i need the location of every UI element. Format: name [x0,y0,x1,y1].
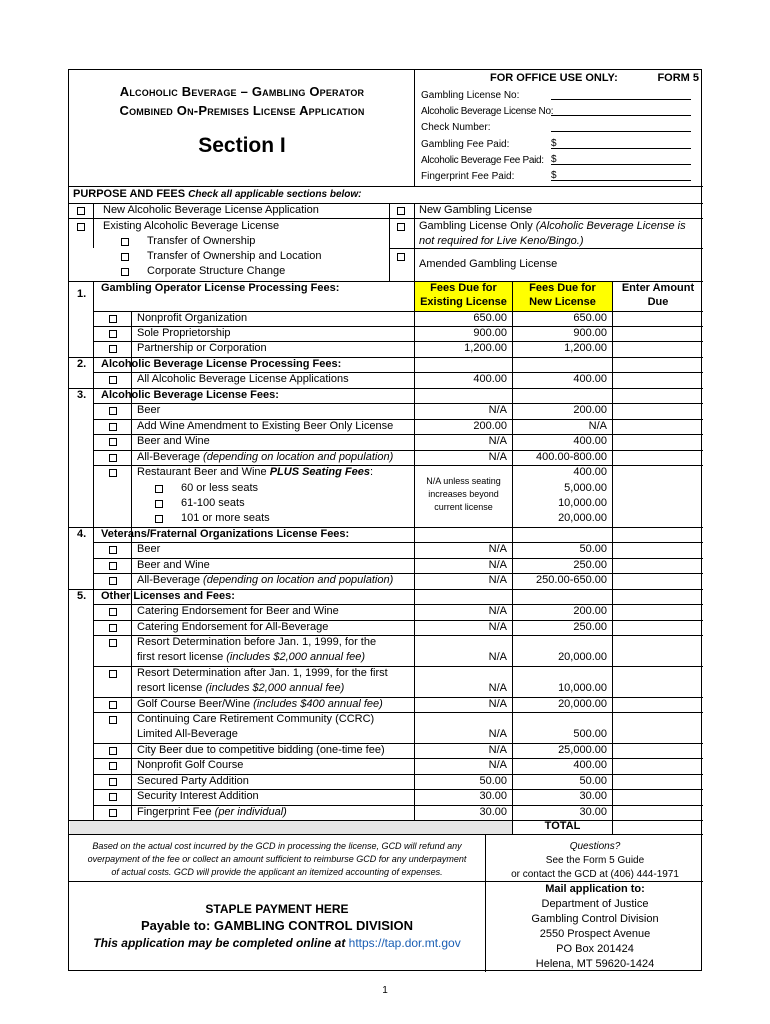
fee-row-label: resort license (includes $2,000 annual fee) [137,682,345,694]
divider [69,881,703,882]
fee-new: 30.00 [579,790,607,802]
fee-new: 50.00 [579,543,607,555]
mail-line: Gambling Control Division [531,913,659,925]
fee-row-label: Continuing Care Retirement Community (CCRC) [137,713,375,725]
checkbox-golf-course-beer-wine[interactable] [109,701,117,709]
fee-row-label: Resort Determination before Jan. 1, 1999, for the [137,636,377,648]
office-field-label: Gambling Fee Paid: [421,139,510,150]
refund-note-line: overpayment of the fee or collect an amount sufficient to reimburse GCD for any underpayment [87,854,467,864]
fee-row-label: All-Beverage (depending on location and population) [137,451,394,463]
checkbox-101-or-more-seats[interactable] [155,515,163,523]
section-heading: Gambling Operator License Processing Fees: [101,282,340,294]
total-amount-field[interactable] [613,821,702,834]
mail-line: Helena, MT 59620-1424 [535,958,655,970]
fee-existing: N/A [488,698,507,710]
mail-line: 2550 Prospect Avenue [539,928,651,940]
page-number: 1 [382,985,388,996]
purpose-option-label: Existing Alcoholic Beverage License [103,220,280,232]
divider [93,542,703,543]
divider [414,203,415,281]
office-use-label: FOR OFFICE USE ONLY: [490,72,618,84]
fee-new: N/A [588,420,607,432]
fee-row-label: All Alcoholic Beverage License Applications [137,373,349,385]
fee-new: 1,200.00 [564,342,607,354]
checkbox-vet-beer[interactable] [109,546,117,554]
fee-row-label: Catering Endorsement for Beer and Wine [137,605,339,617]
fee-row-label: Limited All-Beverage [137,728,238,740]
mail-line: PO Box 201424 [556,943,634,955]
checkbox-corporate-structure-change[interactable] [121,268,129,276]
fee-new: 250.00-650.00 [536,574,607,586]
purpose-option-label: Transfer of Ownership [147,235,256,247]
section-number: 2. [77,358,87,370]
fee-new: 20,000.00 [558,698,607,710]
fee-existing: N/A [488,543,507,555]
form-frame [68,69,702,971]
header-title-block [69,70,415,186]
checkbox-catering-beer-wine[interactable] [109,608,117,616]
divider [389,248,703,249]
fingerprint-fee-paid-field[interactable]: $ [551,170,691,181]
fee-row-label: Security Interest Addition [137,790,259,802]
form-title-line2: Combined On-Premises License Application [119,103,365,118]
section-title: Section I [198,134,286,157]
fee-row-label: Nonprofit Golf Course [137,759,244,771]
section-number: 5. [77,590,87,602]
section-heading: Alcoholic Beverage License Fees: [101,389,279,401]
mail-line: Department of Justice [541,898,649,910]
office-field-label: Gambling License No: [421,90,520,101]
office-field-label: Alcoholic Beverage Fee Paid: [421,155,544,166]
fee-row-label: All-Beverage (depending on location and population) [137,574,394,586]
mail-heading: Mail application to: [545,883,645,895]
divider [485,834,486,972]
fee-new: 650.00 [573,312,607,324]
fee-row-label: Partnership or Corporation [137,342,267,354]
form-number: FORM 5 [657,72,699,84]
checkbox-security-interest-addition[interactable] [109,793,117,801]
checkbox-transfer-ownership[interactable] [121,238,129,246]
na-note: current license [434,502,493,512]
fee-existing: 200.00 [473,420,507,432]
fee-new: 400.00 [573,759,607,771]
checkbox-ccrc[interactable] [109,716,117,724]
form-title-line1: Alcoholic Beverage – Gambling Operator [119,84,365,99]
section-heading: Alcoholic Beverage License Processing Fees: [101,358,342,370]
divider [93,203,94,248]
fee-row-label: Nonprofit Organization [137,312,248,324]
fee-existing: N/A [488,621,507,633]
refund-note [69,840,485,879]
fee-new: 500.00 [573,728,607,740]
checkbox-restaurant-beer-wine[interactable] [109,469,117,477]
fee-new: 400.00 [573,373,607,385]
alcohol-fee-paid-field[interactable]: $ [551,154,691,165]
total-row-band [70,821,512,834]
col-header-existing: Fees Due for [430,282,497,294]
fee-existing: 1,200.00 [464,342,507,354]
fee-existing: 50.00 [479,775,507,787]
checkbox-all-alcohol-applications[interactable] [109,376,117,384]
divider [389,203,390,281]
checkbox-catering-all-beverage[interactable] [109,624,117,632]
fee-existing: N/A [488,728,507,740]
purpose-option-label: New Alcoholic Beverage License Application [103,204,319,216]
fee-new: 400.00-800.00 [536,451,607,463]
questions-contact: or contact the GCD at (406) 444-1971 [511,869,679,880]
questions-block [487,840,703,882]
checkbox-nonprofit-golf-course[interactable] [109,762,117,770]
payable-to: Payable to: GAMBLING CONTROL DIVISION [140,918,414,933]
fee-row-label: Resort Determination after Jan. 1, 1999, for the first [137,667,388,679]
checkbox-resort-before-1999[interactable] [109,639,117,647]
fee-new: 400.00 [573,466,607,478]
checkbox-new-alcohol-app[interactable] [77,207,85,215]
fee-row-label: Beer and Wine [137,559,210,571]
fee-new: 900.00 [573,327,607,339]
purpose-option-label: Transfer of Ownership and Location [147,250,322,262]
gambling-license-no-field[interactable] [551,89,691,100]
office-field-label: Alcoholic Beverage License No: [421,106,554,117]
checkbox-beer-and-wine[interactable] [109,438,117,446]
checkbox-nonprofit-organization[interactable] [109,315,117,323]
section-number: 3. [77,389,87,401]
checkbox-all-beverage[interactable] [109,454,117,462]
col-header-amount: Enter Amount [621,282,695,294]
purpose-option-label: Gambling License Only (Alcoholic Beverage License is [419,220,686,232]
fee-existing: N/A [488,451,507,463]
fee-existing: N/A [488,574,507,586]
col-header-existing: Existing License [420,296,507,308]
tap-link[interactable]: https://tap.dor.mt.gov [348,936,461,950]
checkbox-wine-amendment[interactable] [109,423,117,431]
total-label: TOTAL [544,820,581,832]
section-heading: Veterans/Fraternal Organizations License Fees: [101,528,350,540]
fee-row-label: Restaurant Beer and Wine PLUS Seating Fees: [137,466,374,478]
checkbox-fingerprint-fee[interactable] [109,809,117,817]
fee-row-label: Beer [137,543,161,555]
fee-existing: N/A [488,744,507,756]
divider [69,834,703,835]
questions-heading: Questions? [569,841,621,852]
fee-new: 10,000.00 [558,497,607,509]
purpose-option-label: New Gambling License [419,204,533,216]
section-heading: Other Licenses and Fees: [101,590,235,602]
office-use-block [415,70,703,186]
questions-guide: See the Form 5 Guide [545,855,645,866]
fee-row-label: 101 or more seats [181,512,270,524]
col-header-new: New License [529,296,596,308]
checkbox-beer[interactable] [109,407,117,415]
checkbox-resort-after-1999[interactable] [109,670,117,678]
fee-existing: 30.00 [479,806,507,818]
office-field-label: Check Number: [421,122,491,133]
fee-new: 250.00 [573,621,607,633]
fee-row-label: Add Wine Amendment to Existing Beer Only License [137,420,394,432]
fee-new: 250.00 [573,559,607,571]
checkbox-gambling-license-only[interactable] [397,223,405,231]
fee-new: 20,000.00 [558,512,607,524]
divider [69,186,703,187]
checkbox-vet-beer-wine[interactable] [109,562,117,570]
checkbox-sole-proprietorship[interactable] [109,330,117,338]
checkbox-transfer-ownership-location[interactable] [121,253,129,261]
fee-new: 200.00 [573,605,607,617]
fee-row-label: Fingerprint Fee (per individual) [137,806,287,818]
fee-existing: N/A [488,435,507,447]
fee-row-label: first resort license (includes $2,000 annual fee) [137,651,366,663]
purpose-option-note: not required for Live Keno/Bingo.) [419,235,584,247]
checkbox-61-100-seats[interactable] [155,500,163,508]
refund-note-line: of actual costs. GCD will provide the applicant an itemized accounting of expenses. [111,867,443,877]
fee-row-label: 61-100 seats [181,497,245,509]
fee-new: 10,000.00 [558,682,607,694]
col-header-new: Fees Due for [529,282,596,294]
fee-existing: 650.00 [473,312,507,324]
fee-new: 20,000.00 [558,651,607,663]
checkbox-vet-all-beverage[interactable] [109,577,117,585]
fee-existing: N/A [488,651,507,663]
fee-new: 25,000.00 [558,744,607,756]
fee-new: 30.00 [579,806,607,818]
section-number: 1. [77,288,87,300]
fee-row-label: Catering Endorsement for All-Beverage [137,621,329,633]
fee-existing: N/A [488,559,507,571]
fee-row-label: Sole Proprietorship [137,327,231,339]
online-note: This application may be completed online at https://tap.dor.mt.gov [93,936,461,950]
checkbox-new-gambling-license[interactable] [397,207,405,215]
fee-existing: N/A [488,605,507,617]
checkbox-amended-gambling-license[interactable] [397,253,405,261]
checkbox-60-or-less-seats[interactable] [155,485,163,493]
staple-payment: STAPLE PAYMENT HERE [205,902,349,916]
fee-new: 50.00 [579,775,607,787]
fee-existing: 30.00 [479,790,507,802]
fee-row-label: City Beer due to competitive bidding (one-time fee) [137,744,385,756]
gambling-fee-paid-field[interactable]: $ [551,138,691,149]
fee-existing: 900.00 [473,327,507,339]
fee-row-label: Beer [137,404,161,416]
na-note: N/A unless seating [426,476,501,486]
fee-row-label: 60 or less seats [181,482,259,494]
purpose-option-label: Amended Gambling License [419,258,558,270]
fee-row-label: Golf Course Beer/Wine (includes $400 annual fee) [137,698,383,710]
checkbox-partnership-corporation[interactable] [109,345,117,353]
divider [93,403,703,404]
fee-existing: N/A [488,759,507,771]
section-number: 4. [77,528,87,540]
checkbox-city-beer[interactable] [109,747,117,755]
fee-new: 5,000.00 [564,482,607,494]
na-note: increases beyond [428,489,499,499]
divider [69,218,703,219]
refund-note-line: Based on the actual cost incurred by the GCD in processing the license, GCD will refund any [92,841,462,851]
fee-existing: N/A [488,682,507,694]
fee-new: 400.00 [573,435,607,447]
checkbox-existing-alcohol-license[interactable] [77,223,85,231]
alcohol-license-no-field[interactable] [551,105,691,116]
purpose-heading: PURPOSE AND FEES Check all applicable sections below: [73,188,362,200]
col-header-amount: Due [647,296,669,308]
fee-new: 200.00 [573,404,607,416]
check-number-field[interactable] [551,121,691,132]
purpose-option-label: Corporate Structure Change [147,265,286,277]
fee-existing: N/A [488,404,507,416]
office-field-label: Fingerprint Fee Paid: [421,171,515,182]
checkbox-secured-party-addition[interactable] [109,778,117,786]
fee-existing: 400.00 [473,373,507,385]
fee-row-label: Beer and Wine [137,435,210,447]
fee-row-label: Secured Party Addition [137,775,249,787]
